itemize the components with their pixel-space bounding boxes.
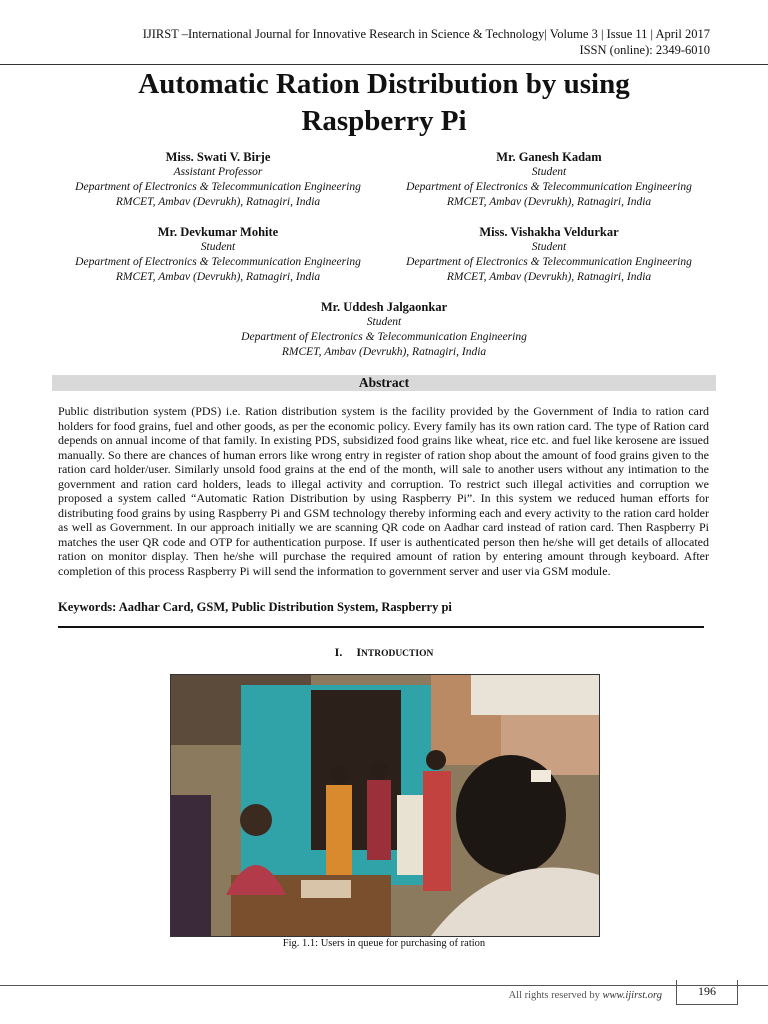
author-role: Student	[531, 241, 567, 253]
abstract-rule	[58, 626, 704, 628]
section-title-initial: I	[356, 645, 362, 659]
author-role: Student	[366, 316, 402, 328]
section-heading	[0, 645, 768, 660]
author-name: Mr. Uddesh Jalgaonkar	[320, 300, 448, 314]
page-number: 196	[676, 980, 738, 1005]
author-role: Student	[200, 241, 236, 253]
figure-photo	[170, 674, 600, 937]
rights-text: All rights reserved by	[508, 990, 600, 1001]
author-role: Assistant Professor	[173, 166, 263, 178]
author-block-2	[384, 150, 714, 210]
figure-caption: Fig. 1.1: Users in queue for purchasing of ration	[282, 938, 486, 949]
author-dept: Department of Electronics & Telecommunication Engineering	[75, 181, 361, 193]
section-number: I.	[334, 645, 343, 659]
abstract-heading: Abstract	[52, 375, 716, 391]
title-line-1: Automatic Ration Distribution by using	[138, 68, 630, 100]
author-inst: RMCET, Ambav (Devrukh), Ratnagiri, India	[446, 196, 652, 208]
author-inst: RMCET, Ambav (Devrukh), Ratnagiri, India	[115, 196, 321, 208]
footer-rights	[509, 990, 662, 1001]
photo-illustration	[171, 675, 599, 936]
journal-header: IJIRST –International Journal for Innovative Research in Science & Technology| Volume 3 | Issue 11 | April 2017	[142, 27, 710, 41]
issn-line: ISSN (online): 2349-6010	[579, 43, 710, 57]
author-dept: Department of Electronics & Telecommunication Engineering	[75, 256, 361, 268]
author-inst: RMCET, Ambav (Devrukh), Ratnagiri, India	[281, 346, 487, 358]
title-line-2: Raspberry Pi	[301, 105, 467, 137]
paper-title	[60, 66, 708, 140]
author-inst: RMCET, Ambav (Devrukh), Ratnagiri, India	[446, 271, 652, 283]
author-role: Student	[531, 166, 567, 178]
author-block-4	[384, 225, 714, 285]
author-name: Mr. Devkumar Mohite	[157, 225, 279, 239]
author-dept: Department of Electronics & Telecommunication Engineering	[241, 331, 527, 343]
author-name: Miss. Swati V. Birje	[165, 150, 271, 164]
section-title-rest: NTRODUCTION	[361, 649, 434, 659]
footer-rule	[0, 985, 768, 986]
author-block-3	[53, 225, 383, 285]
author-name: Mr. Ganesh Kadam	[496, 150, 602, 164]
abstract-text: Public distribution system (PDS) i.e. Ration distribution system is the facility provided by the Government of India to ration card holders for food grains, fuel and other goods, as per the economic policy. Every family has its own ration card. The type of Ration card depends on annual income of that family. In existing PDS, subsidized food grains like wheat, rice etc. and fuel like kerosene are issued manually. So there are chances of human errors like wrong entry in register of ration shop about the amount of food grains given to the ration card holder/user. Similarly unsold food grains at the end of the month, will sale to another users without any intimation to the government and ration card holders, leads to illegal activity and corruption. To restrict such illegal activities and corruption we proposed a system called “Automatic Ration Distribution by using Raspberry Pi”. In this system we reduced human efforts for distributing food grains by using Raspberry Pi and GSM technology thereby informing each and every activity to the ration card holder as well as Government. In our approach initially we are scanning QR code on Aadhar card instead of ration card. Then Raspberry Pi matches the user QR code and OTP for authentication purpose. If user is authenticated person then he/she will get details of allocated ration on monitor display. Then he/she will purchase the required amount of ration by entering amount through keyboard. After completion of this process Raspberry Pi will send the information to government server and user via GSM module.	[58, 404, 709, 578]
header-rule	[0, 64, 768, 65]
author-dept: Department of Electronics & Telecommunication Engineering	[406, 181, 692, 193]
author-block-5	[219, 300, 549, 360]
author-block-1	[53, 150, 383, 210]
author-inst: RMCET, Ambav (Devrukh), Ratnagiri, India	[115, 271, 321, 283]
site-link[interactable]: www.ijirst.org	[602, 990, 662, 1001]
author-dept: Department of Electronics & Telecommunication Engineering	[406, 256, 692, 268]
author-name: Miss. Vishakha Veldurkar	[479, 225, 619, 239]
keywords-line: Keywords: Aadhar Card, GSM, Public Distribution System, Raspberry pi	[58, 600, 452, 614]
